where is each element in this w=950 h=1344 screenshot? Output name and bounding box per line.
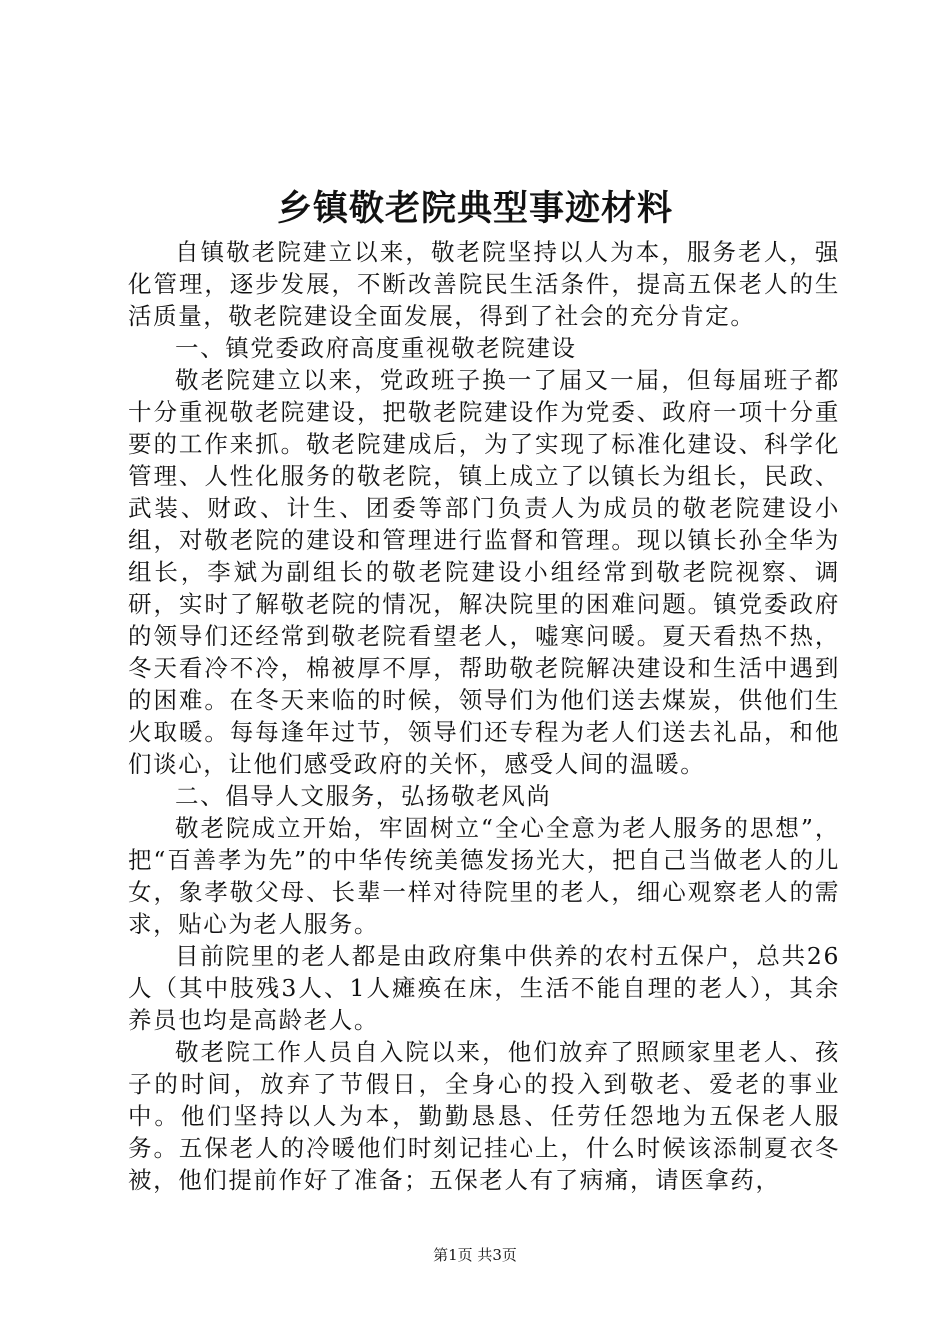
section-heading-1: 一、镇党委政府高度重视敬老院建设 (175, 334, 577, 362)
paragraph-section-2c: 敬老院工作人员自入院以来，他们放弃了照顾家里老人、孩子的时间，放弃了节假日，全身心的投入到敬老、爱老的事业中。他们坚持以人为本，勤勤恳恳、任劳任怨地为五保老人服务。五保老人的冷暖他们时刻记挂心上，什么时候该添制夏衣冬被，他们提前作好了准备；五保老人有了病痛，请医拿药， (128, 1038, 840, 1194)
document-body (128, 236, 840, 1196)
paragraph-section-1: 敬老院建立以来，党政班子换一了届又一届，但每届班子都十分重视敬老院建设，把敬老院建设作为党委、政府一项十分重要的工作来抓。敬老院建成后，为了实现了标准化建设、科学化管理、人性化服务的敬老院，镇上成立了以镇长为组长，民政、武装、财政、计生、团委等部门负责人为成员的敬老院建设小组，对敬老院的建设和管理进行监督和管理。现以镇长孙全华为组长，李斌为副组长的敬老院建设小组经常到敬老院视察、调研，实时了解敬老院的情况，解决院里的困难问题。镇党委政府的领导们还经常到敬老院看望老人，嘘寒问暖。夏天看热不热，冬天看冷不冷，棉被厚不厚，帮助敬老院解决建设和生活中遇到的困难。在冬天来临的时候，领导们为他们送去煤炭，供他们生火取暖。每每逢年过节，领导们还专程为老人们送去礼品，和他们谈心，让他们感受政府的关怀，感受人间的温暖。 (128, 366, 840, 778)
page-number-footer: 第1页 共3页 (433, 1246, 517, 1264)
document-title: 乡镇敬老院典型事迹材料 (276, 188, 673, 229)
paragraph-section-2a: 敬老院成立开始，牢固树立“全心全意为老人服务的思想”，把“百善孝为先”的中华传统美德发扬光大，把自己当做老人的儿女，象孝敬父母、长辈一样对待院里的老人，细心观察老人的需求，贴心为老人服务。 (128, 814, 840, 938)
section-heading-2: 二、倡导人文服务，弘扬敬老风尚 (175, 782, 552, 810)
paragraph-section-2b: 目前院里的老人都是由政府集中供养的农村五保户，总共26人（其中肢残3人、1人瘫痪在床，生活不能自理的老人），其余养员也均是高龄老人。 (128, 942, 840, 1034)
paragraph-intro: 自镇敬老院建立以来，敬老院坚持以人为本，服务老人，强化管理，逐步发展，不断改善院民生活条件，提高五保老人的生活质量，敬老院建设全面发展，得到了社会的充分肯定。 (128, 238, 840, 330)
